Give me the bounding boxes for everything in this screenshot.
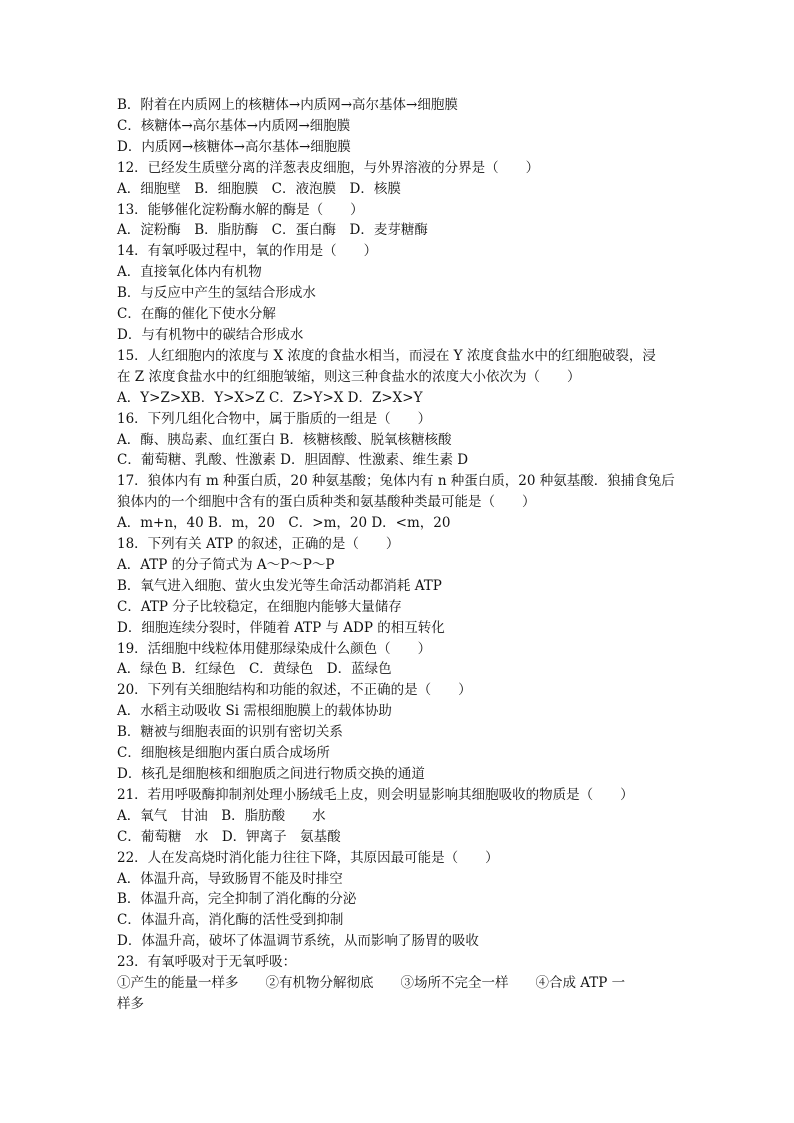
- question-12: 12．已经发生质壁分离的洋葱表皮细胞，与外界溶液的分界是（ ）: [117, 159, 540, 176]
- option-c-line: C．核糖体→高尔基体→内质网→细胞膜: [117, 117, 351, 134]
- question-22-option-a: A．体温升高，导致肠胃不能及时排空: [117, 870, 343, 887]
- question-text-block: [117, 95, 677, 1015]
- question-14: 14．有氧呼吸过程中，氧的作用是（ ）: [117, 243, 378, 260]
- question-18-option-a: A．ATP 的分子简式为 A～P～P～P: [117, 556, 335, 573]
- question-16-options-ab: A．酶、胰岛素、血红蛋白 B．核糖核酸、脱氧核糖核酸: [117, 431, 452, 448]
- question-20-option-a: A．水稻主动吸收 Si 需根细胞膜上的载体协助: [117, 703, 392, 720]
- question-22: 22．人在发高烧时消化能力往往下降，其原因最可能是（ ）: [117, 849, 499, 866]
- question-13: 13．能够催化淀粉酶水解的酶是（ ）: [117, 201, 364, 218]
- question-17-line-2: 狼体内的一个细胞中含有的蛋白质种类和氨基酸种类最可能是（ ）: [117, 494, 536, 511]
- question-23: 23．有氧呼吸对于无氧呼吸：: [117, 954, 297, 971]
- option-b-line: B．附着在内质网上的核糖体→内质网→高尔基体→细胞膜: [117, 97, 458, 113]
- question-21: 21．若用呼吸酶抑制剂处理小肠绒毛上皮，则会明显影响其细胞吸收的物质是（ ）: [117, 786, 634, 803]
- question-20: 20．下列有关细胞结构和功能的叙述，不正确的是（ ）: [117, 682, 472, 699]
- question-12-options: A．细胞壁 B．细胞膜 C．液泡膜 D．核膜: [117, 180, 401, 197]
- question-14-option-d: D．与有机物中的碳结合形成水: [117, 326, 304, 343]
- question-14-option-b: B．与反应中产生的氢结合形成水: [117, 285, 316, 302]
- question-20-option-b: B．糖被与细胞表面的识别有密切关系: [117, 724, 343, 741]
- question-18-option-b: B．氧气进入细胞、萤火虫发光等生命活动都消耗 ATP: [117, 577, 442, 594]
- question-15-line-2: 在 Z 浓度食盐水中的红细胞皱缩，则这三种食盐水的浓度大小依次为（ ）: [117, 368, 581, 385]
- question-17-options: A．m+n，40 B．m，20 C．>m，20 D．<m，20: [117, 515, 451, 532]
- question-19: 19．活细胞中线粒体用健那绿染成什么颜色（ ）: [117, 640, 432, 657]
- question-21-options-ab: A．氧气 甘油 B．脂肪酸 水: [117, 807, 326, 824]
- question-19-options: A．绿色 B．红绿色 C．黄绿色 D．蓝绿色: [117, 661, 392, 678]
- option-d-line: D．内质网→核糖体→高尔基体→细胞膜: [117, 138, 351, 155]
- question-15-options: A．Y>Z>XB．Y>X>Z C．Z>Y>X D．Z>X>Y: [117, 389, 423, 406]
- question-14-option-a: A．直接氧化体内有机物: [117, 264, 262, 281]
- question-18: 18．下列有关 ATP 的叙述，正确的是（ ）: [117, 536, 400, 553]
- question-13-options: A．淀粉酶 B．脂肪酶 C．蛋白酶 D．麦芽糖酶: [117, 222, 428, 239]
- question-21-options-cd: C．葡萄糖 水 D．钾离子 氨基酸: [117, 828, 341, 845]
- question-17-line-1: 17．狼体内有 m 种蛋白质，20 种氨基酸；兔体内有 n 种蛋白质，20 种氨基酸．狼捕食兔后: [117, 473, 675, 490]
- question-16-options-cd: C．葡萄糖、乳酸、性激素 D．胆固醇、性激素、维生素 D: [117, 452, 469, 469]
- question-18-option-c: C．ATP 分子比较稳定，在细胞内能够大量储存: [117, 598, 402, 615]
- question-15-line-1: 15．人红细胞内的浓度与 X 浓度的食盐水相当，而浸在 Y 浓度食盐水中的红细胞破裂，浸: [117, 347, 656, 364]
- question-14-option-c: C．在酶的催化下使水分解: [117, 306, 276, 323]
- question-16: 16．下列几组化合物中，属于脂质的一组是（ ）: [117, 410, 432, 427]
- question-22-option-b: B．体温升高，完全抑制了消化酶的分泌: [117, 891, 357, 908]
- question-22-option-d: D．体温升高，破坏了体温调节系统，从而影响了肠胃的吸收: [117, 933, 479, 950]
- question-18-option-d: D．细胞连续分裂时，伴随着 ATP 与 ADP 的相互转化: [117, 619, 445, 636]
- question-20-option-d: D．核孔是细胞核和细胞质之间进行物质交换的通道: [117, 766, 425, 782]
- question-23-statements: ①产生的能量一样多 ②有机物分解彻底 ③场所不完全一样 ④合成 ATP 一: [117, 975, 626, 992]
- question-20-option-c: C．细胞核是细胞内蛋白质合成场所: [117, 745, 330, 762]
- question-22-option-c: C．体温升高，消化酶的活性受到抑制: [117, 912, 344, 929]
- question-23-statements-cont: 样多: [117, 995, 144, 1012]
